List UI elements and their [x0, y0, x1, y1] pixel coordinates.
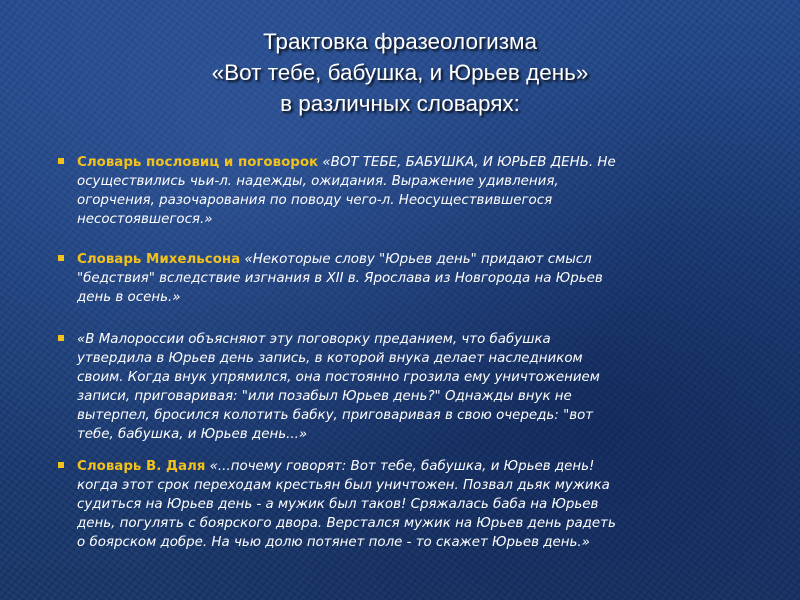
- quote-line: день в осень.»: [77, 290, 181, 305]
- quote-line: «В Малороссии объясняют эту поговорку преданием, что бабушка: [77, 332, 551, 347]
- quote-line: несостоявшегося.»: [77, 212, 213, 227]
- title-line-2: «Вот тебе, бабушка, и Юрьев день»: [211, 60, 589, 85]
- square-bullet-icon: [58, 158, 64, 164]
- quote-line: "бедствия" вследствие изгнания в XII в. Ярослава из Новгорода на Юрьев: [77, 271, 603, 286]
- source-name: Словарь В. Даля: [77, 459, 206, 474]
- title-line-1: Трактовка фразеологизма: [262, 29, 538, 54]
- quote-line: «ВОТ ТЕБЕ, БАБУШКА, И ЮРЬЕВ ДЕНЬ. Не: [322, 155, 616, 170]
- quote-line: тебе, бабушка, и Юрьев день...»: [77, 427, 308, 442]
- source-name: Словарь Михельсона: [77, 252, 241, 267]
- quote-line: судиться на Юрьев день - а мужик был таков! Сряжалась баба на Юрьев: [77, 497, 599, 512]
- title-line-3: в различных словарях:: [280, 91, 520, 116]
- bullet-text: [77, 153, 749, 229]
- square-bullet-icon: [58, 462, 64, 468]
- quote-line: осуществились чьи-л. надежды, ожидания. Выражение удивления,: [77, 174, 559, 189]
- bullet-text: [77, 250, 749, 307]
- quote-line: вытерпел, бросился колотить бабку, приговаривая в свою очередь: "вот: [77, 408, 594, 423]
- quote-line: утвердила в Юрьев день запись, в которой внука делает наследником: [77, 351, 583, 366]
- quote-line: когда этот срок переходам крестьян был уничтожен. Позвал дьяк мужика: [77, 478, 610, 493]
- slide-title: [60, 26, 740, 119]
- quote-line: день, погулять с боярского двора. Верстался мужик на Юрьев день радеть: [77, 516, 616, 531]
- source-name: Словарь пословиц и поговорок: [77, 155, 319, 170]
- quote-line: огорчения, разочарования по поводу чего-л. Неосуществившегося: [77, 193, 553, 208]
- quote-line: записи, приговаривая: "или позабыл Юрьев день?" Однажды внук не: [77, 389, 572, 404]
- quote-line: «Некоторые слову "Юрьев день" придают смысл: [244, 252, 592, 267]
- bullet-text: [77, 457, 749, 552]
- bullet-text: [77, 330, 749, 444]
- quote-line: своим. Когда внук упрямился, она постоянно грозила ему уничтожением: [77, 370, 600, 385]
- quote-line: «...почему говорят: Вот тебе, бабушка, и Юрьев день!: [209, 459, 595, 474]
- quote-line: о боярском добре. На чью долю потянет поле - то скажет Юрьев день.»: [77, 535, 590, 550]
- square-bullet-icon: [58, 335, 64, 341]
- square-bullet-icon: [58, 255, 64, 261]
